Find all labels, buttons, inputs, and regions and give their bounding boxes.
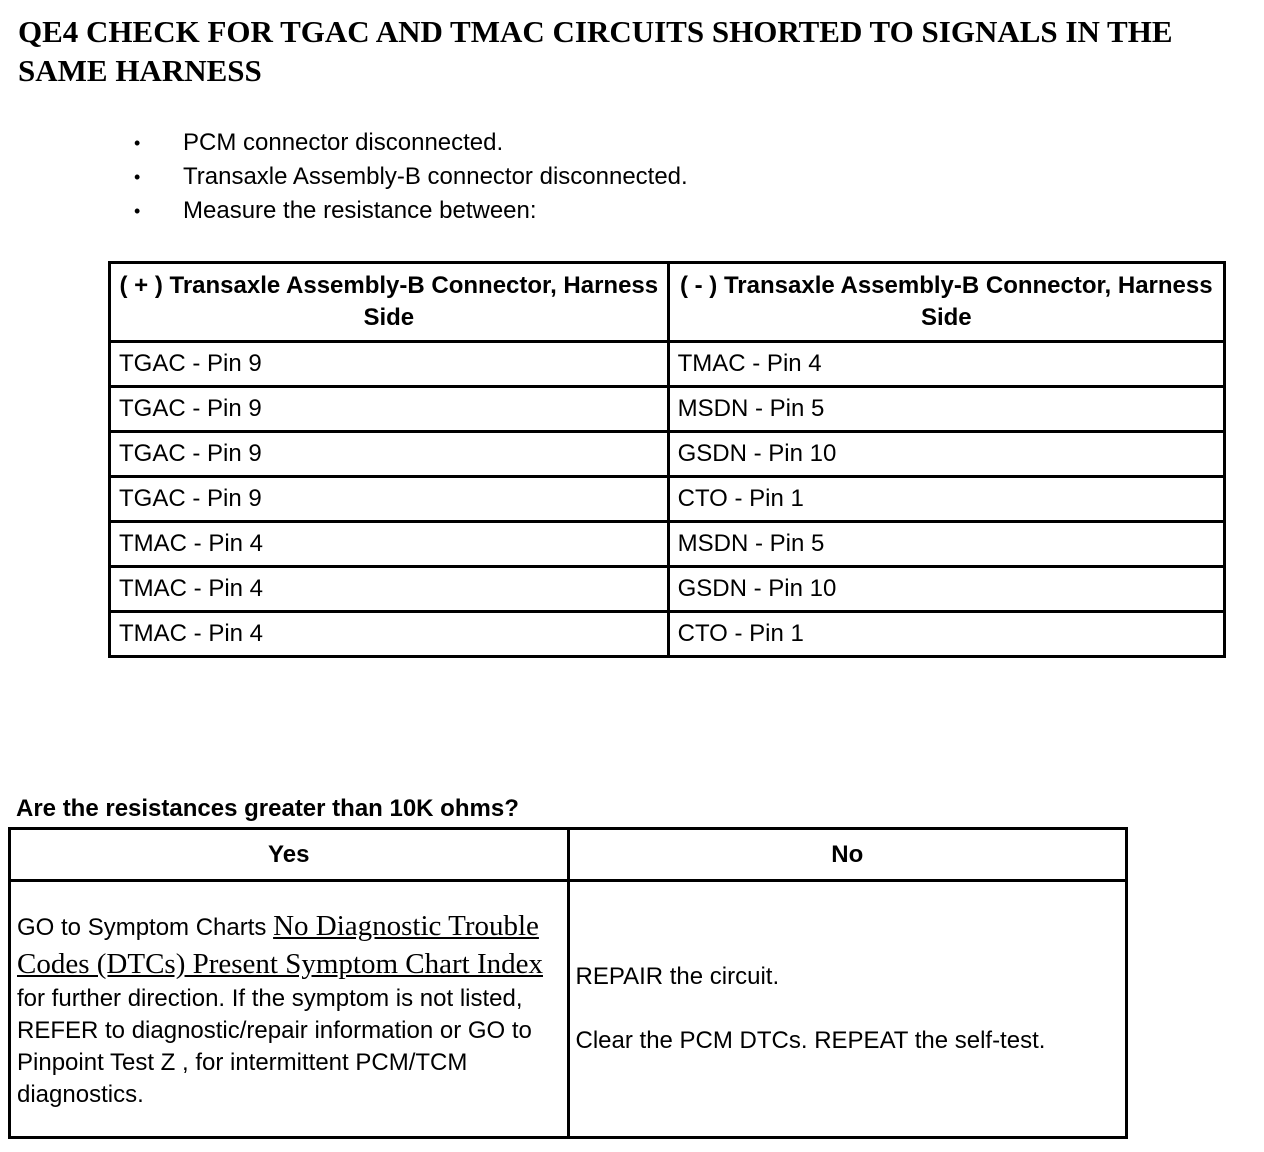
- list-item-text: PCM connector disconnected.: [183, 129, 504, 156]
- resistance-question: Are the resistances greater than 10K ohms?: [16, 795, 519, 822]
- repeat-self-test-instruction: Clear the PCM DTCs. REPEAT the self-test.: [575, 1027, 1046, 1054]
- list-item: [130, 194, 688, 228]
- positive-pin-cell: TGAC - Pin 9: [110, 477, 669, 522]
- answer-row: [10, 881, 1127, 1138]
- answer-table: [8, 827, 1128, 1139]
- list-item: [130, 126, 688, 160]
- table-row: [110, 612, 1225, 657]
- positive-pin-cell: TMAC - Pin 4: [110, 612, 669, 657]
- yes-prefix-text: GO to Symptom Charts: [17, 914, 274, 941]
- yes-suffix-text: for further direction. If the symptom is not listed, REFER to diagnostic/repair information or GO to Pinpoint Test Z , for intermittent PCM/TCM diagnostics.: [17, 985, 532, 1108]
- precondition-list: [130, 126, 688, 228]
- bullet-icon: •: [134, 133, 141, 153]
- table-row: [110, 387, 1225, 432]
- table-row: [110, 477, 1225, 522]
- negative-pin-cell: CTO - Pin 1: [668, 612, 1224, 657]
- yes-cell: [10, 881, 569, 1138]
- positive-pin-cell: TGAC - Pin 9: [110, 432, 669, 477]
- bullet-icon: •: [134, 167, 141, 187]
- negative-pin-cell: GSDN - Pin 10: [668, 432, 1224, 477]
- positive-pin-cell: TGAC - Pin 9: [110, 387, 669, 432]
- symptom-chart-index-link[interactable]: No Diagnostic Trouble Codes (DTCs) Present Symptom Chart Index: [17, 910, 543, 980]
- pin-measurement-table: [108, 261, 1226, 658]
- table-row: [110, 567, 1225, 612]
- page-title: QE4 CHECK FOR TGAC AND TMAC CIRCUITS SHORTED TO SIGNALS IN THE SAME HARNESS: [18, 14, 1173, 88]
- negative-lead-header: ( - ) Transaxle Assembly-B Connector, Harness Side: [668, 263, 1224, 342]
- answer-header-row: [10, 829, 1127, 881]
- table-row: [110, 432, 1225, 477]
- repair-instruction: REPAIR the circuit.: [575, 963, 780, 990]
- list-item-text: Measure the resistance between:: [183, 197, 537, 224]
- negative-pin-cell: MSDN - Pin 5: [668, 387, 1224, 432]
- list-item-text: Transaxle Assembly-B connector disconnected.: [183, 163, 688, 190]
- no-cell: [568, 881, 1127, 1138]
- bullet-icon: •: [134, 201, 141, 221]
- negative-pin-cell: CTO - Pin 1: [668, 477, 1224, 522]
- table-row: [110, 342, 1225, 387]
- table-row: [110, 522, 1225, 567]
- list-item: [130, 160, 688, 194]
- positive-pin-cell: TMAC - Pin 4: [110, 522, 669, 567]
- yes-header: Yes: [10, 829, 569, 881]
- positive-lead-header: ( + ) Transaxle Assembly-B Connector, Harness Side: [110, 263, 669, 342]
- negative-pin-cell: GSDN - Pin 10: [668, 567, 1224, 612]
- positive-pin-cell: TMAC - Pin 4: [110, 567, 669, 612]
- table-header-row: [110, 263, 1225, 342]
- positive-pin-cell: TGAC - Pin 9: [110, 342, 669, 387]
- negative-pin-cell: MSDN - Pin 5: [668, 522, 1224, 567]
- negative-pin-cell: TMAC - Pin 4: [668, 342, 1224, 387]
- no-header: No: [568, 829, 1127, 881]
